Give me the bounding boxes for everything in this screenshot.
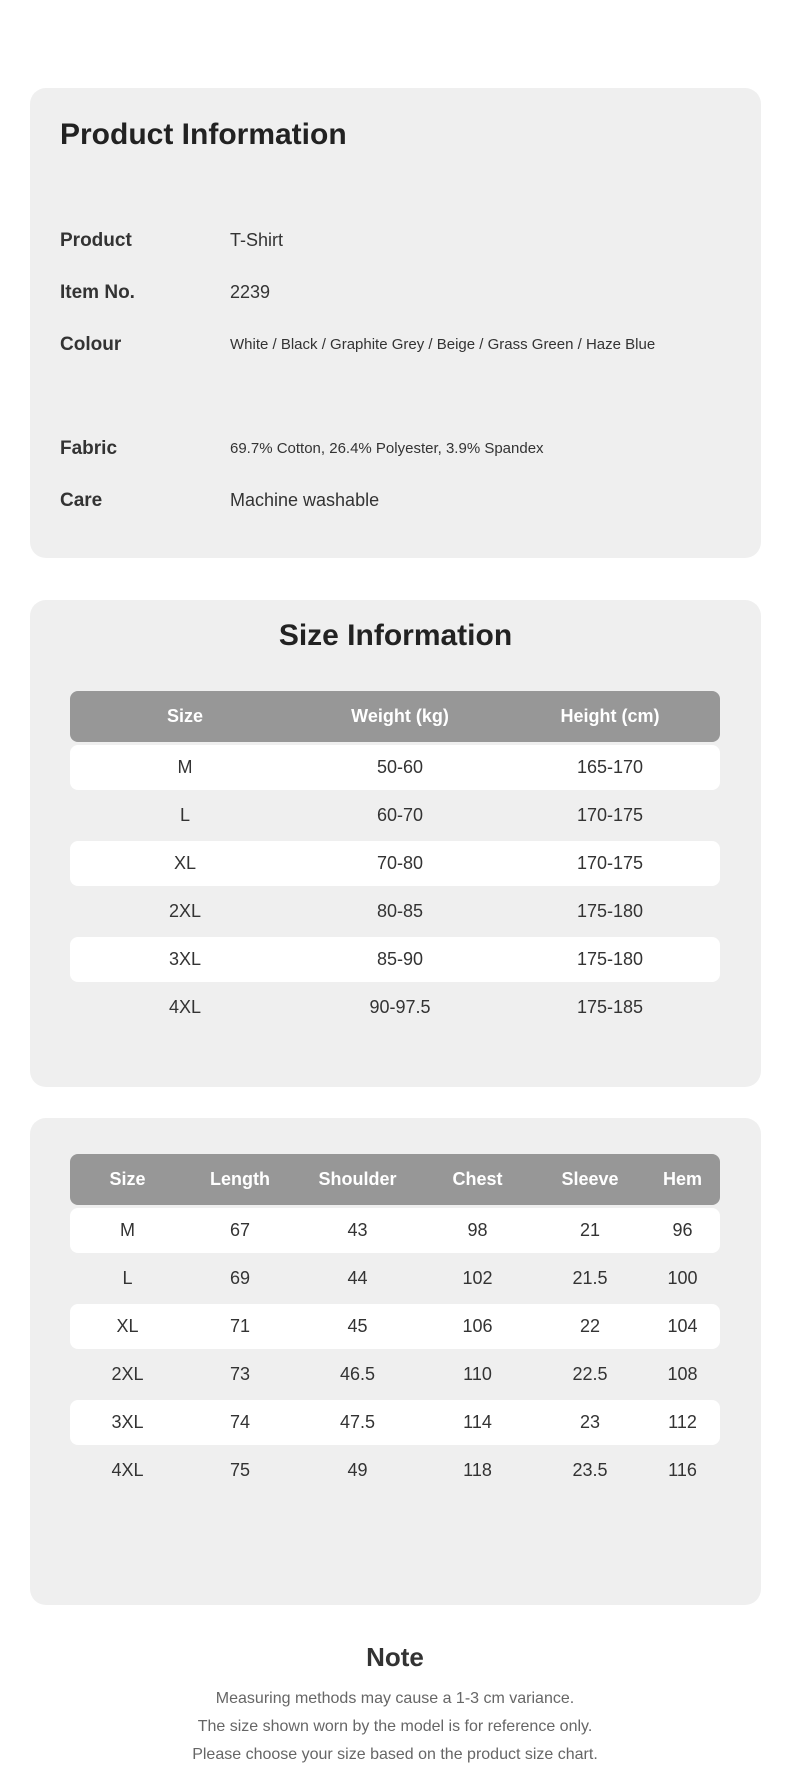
table-cell: 80-85 xyxy=(376,901,424,921)
size-table xyxy=(70,691,720,1030)
size-information-title: Size Information xyxy=(278,619,513,652)
fabric-value: 69.7% Cotton, 26.4% Polyester, 3.9% Spandex xyxy=(230,440,544,457)
table-cell: 2XL xyxy=(111,1364,144,1384)
table-cell: 90-97.5 xyxy=(369,997,431,1017)
table-cell: 22.5 xyxy=(572,1364,608,1384)
size-information-card xyxy=(30,600,761,1087)
column-header: Hem xyxy=(662,1169,702,1189)
product-value: T-Shirt xyxy=(230,230,284,250)
table-cell: 100 xyxy=(667,1268,698,1288)
item-number-label: Item No. xyxy=(60,282,135,303)
table-header xyxy=(70,691,720,742)
table-row xyxy=(70,1400,720,1445)
table-row xyxy=(70,889,720,934)
table-cell: XL xyxy=(116,1316,139,1336)
table-cell: 47.5 xyxy=(339,1412,376,1432)
column-header: Size xyxy=(166,706,204,726)
table-cell: XL xyxy=(173,853,197,873)
column-header: Sleeve xyxy=(561,1169,619,1189)
column-header: Length xyxy=(210,1169,270,1189)
table-cell: 74 xyxy=(229,1412,251,1432)
table-cell: 175-180 xyxy=(576,949,644,969)
colour-value: White / Black / Graphite Grey / Beige / Grass Green / Haze Blue xyxy=(230,336,656,353)
table-cell: 21.5 xyxy=(572,1268,608,1288)
table-cell: 116 xyxy=(668,1460,697,1480)
table-cell: 170-175 xyxy=(576,805,644,825)
column-header: Size xyxy=(109,1169,146,1189)
product-information-title: Product Information xyxy=(60,118,347,151)
table-cell: 114 xyxy=(463,1412,492,1432)
column-header: Shoulder xyxy=(318,1169,397,1189)
column-header: Height (cm) xyxy=(560,706,660,726)
table-cell: 175-185 xyxy=(576,997,644,1017)
table-cell: 98 xyxy=(467,1220,488,1240)
table-cell: 110 xyxy=(463,1364,492,1384)
table-row xyxy=(70,1304,720,1349)
table-row xyxy=(70,1352,720,1397)
product-label: Product xyxy=(60,230,132,251)
table-cell: 108 xyxy=(667,1364,698,1384)
table-cell: 71 xyxy=(229,1316,251,1336)
table-row xyxy=(70,841,720,886)
colour-label: Colour xyxy=(60,334,122,355)
column-header: Chest xyxy=(452,1169,503,1189)
table-row xyxy=(70,793,720,838)
table-cell: 50-60 xyxy=(376,757,424,777)
table-header xyxy=(70,1154,720,1205)
measurements-card xyxy=(30,1118,761,1605)
table-cell: 60-70 xyxy=(376,805,424,825)
note-line: Measuring methods may cause a 1-3 cm variance. xyxy=(215,1690,575,1707)
note-section xyxy=(0,1642,790,1769)
column-header: Weight (kg) xyxy=(351,706,449,726)
table-cell: L xyxy=(122,1268,133,1288)
table-cell: 3XL xyxy=(111,1412,144,1432)
table-cell: 49 xyxy=(347,1460,368,1480)
table-row xyxy=(70,1208,720,1253)
table-row xyxy=(70,1448,720,1493)
table-cell: 104 xyxy=(667,1316,698,1336)
note-title: Note xyxy=(366,1642,424,1672)
table-cell: 73 xyxy=(229,1364,251,1384)
table-cell: 44 xyxy=(347,1268,368,1288)
table-row xyxy=(70,745,720,790)
table-cell: 45 xyxy=(347,1316,368,1336)
table-row xyxy=(70,985,720,1030)
table-cell: 22 xyxy=(579,1316,601,1336)
table-cell: 3XL xyxy=(168,949,202,969)
table-row xyxy=(70,1256,720,1301)
table-cell: 118 xyxy=(463,1460,492,1480)
product-information-card xyxy=(30,88,761,558)
note-line: The size shown worn by the model is for reference only. xyxy=(197,1718,593,1735)
care-label: Care xyxy=(60,490,103,511)
table-cell: 170-175 xyxy=(576,853,644,873)
table-cell: 21 xyxy=(579,1220,601,1240)
table-cell: 106 xyxy=(462,1316,493,1336)
table-cell: 70-80 xyxy=(376,853,424,873)
table-cell: 75 xyxy=(229,1460,251,1480)
item-number-value: 2239 xyxy=(230,282,271,302)
table-cell: 102 xyxy=(462,1268,493,1288)
measurement-table xyxy=(70,1154,720,1493)
table-row xyxy=(70,937,720,982)
table-cell: 4XL xyxy=(111,1460,144,1480)
table-cell: 23.5 xyxy=(572,1460,608,1480)
table-cell: 46.5 xyxy=(339,1364,376,1384)
care-value: Machine washable xyxy=(230,490,380,510)
table-cell: 69 xyxy=(229,1268,251,1288)
table-cell: 165-170 xyxy=(576,757,644,777)
table-cell: 112 xyxy=(668,1412,697,1432)
table-cell: 96 xyxy=(672,1220,693,1240)
table-cell: L xyxy=(179,805,190,825)
table-cell: M xyxy=(177,757,193,777)
table-cell: 175-180 xyxy=(576,901,644,921)
fabric-label: Fabric xyxy=(60,438,118,459)
table-cell: M xyxy=(120,1220,135,1240)
table-cell: 67 xyxy=(229,1220,251,1240)
table-cell: 2XL xyxy=(168,901,202,921)
table-cell: 4XL xyxy=(168,997,202,1017)
note-line: Please choose your size based on the product size chart. xyxy=(192,1746,598,1763)
table-cell: 23 xyxy=(579,1412,601,1432)
table-cell: 43 xyxy=(347,1220,368,1240)
table-cell: 85-90 xyxy=(376,949,424,969)
